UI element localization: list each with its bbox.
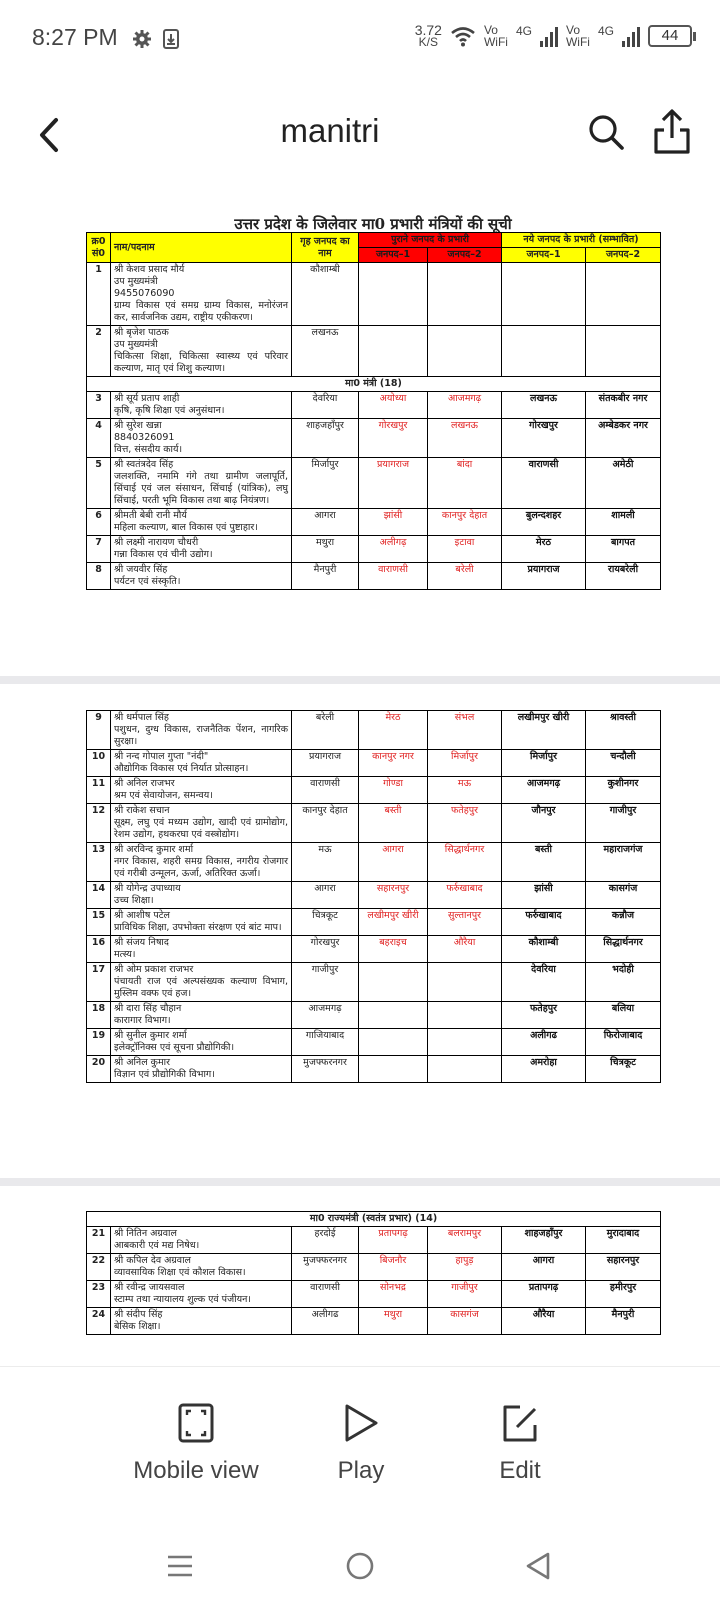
new-district-1: आगरा (502, 1254, 586, 1281)
table-row (87, 750, 661, 777)
new-district-1 (502, 263, 586, 326)
minister-portfolio: आबकारी एवं मद्य निषेध। (114, 1240, 200, 1251)
row-number: 24 (87, 1308, 111, 1335)
table-row (87, 1056, 661, 1083)
minister-name: श्री आशीष पटेल (114, 910, 170, 921)
minister-portfolio: पर्यटन एवं संस्कृति। (114, 576, 181, 587)
old-district-2: फतेहपुर (428, 804, 502, 843)
old-district-2: आजमगढ़ (428, 392, 502, 419)
minister-name: श्री नितिन अग्रवाल (114, 1228, 177, 1239)
home-district: वाराणसी (292, 1281, 359, 1308)
new-district-1: फर्रुखाबाद (502, 909, 586, 936)
minister-cell (111, 536, 292, 563)
old-district-2: हापुड़ (428, 1254, 502, 1281)
ministers-table-page-1 (86, 232, 661, 590)
minister-portfolio: उप मुख्यमंत्री चिकित्सा शिक्षा, चिकित्सा स्वास्थ्य एवं परिवार कल्याण, मातृ एवं शिशु कल्याण। (114, 339, 288, 374)
row-number: 2 (87, 326, 111, 377)
minister-portfolio: मत्स्य। (114, 949, 136, 960)
system-nav-bar (0, 1530, 720, 1612)
table-row (87, 963, 661, 1002)
minister-cell (111, 326, 292, 377)
new-district-2: संतकबीर नगर (586, 392, 661, 419)
minister-portfolio: कृषि, कृषि शिक्षा एवं अनुसंधान। (114, 405, 225, 416)
old-district-2: मऊ (428, 777, 502, 804)
minister-portfolio: उप मुख्यमंत्री 9455076090 ग्राम्य विकास एवं समग्र ग्राम्य विकास, मनोरंजन कर, सार्वजनिक उद्यम, राष्ट्रीय एकीकरण। (114, 276, 288, 323)
minister-cell (111, 1029, 292, 1056)
minister-portfolio: प्राविधिक शिक्षा, उपभोक्ता संरक्षण एवं बांट माप। (114, 922, 282, 933)
new-district-2: बलिया (586, 1002, 661, 1029)
minister-name: श्री ओम प्रकाश राजभर (114, 964, 194, 975)
new-district-2: मैनपुरी (586, 1308, 661, 1335)
signal-icon-2 (622, 25, 640, 47)
home-district: मथुरा (292, 536, 359, 563)
minister-portfolio: 8840326091 वित्त, संसदीय कार्य। (114, 432, 183, 455)
ministers-table-page-2 (86, 710, 661, 1083)
new-district-1: मेरठ (502, 536, 586, 563)
row-number: 4 (87, 419, 111, 458)
old-district-2: मिर्जापुर (428, 750, 502, 777)
row-number: 14 (87, 882, 111, 909)
wifi-icon (450, 25, 476, 47)
home-district: गाजियाबाद (292, 1029, 359, 1056)
minister-cell (111, 263, 292, 326)
old-district-2: बलरामपुर (428, 1227, 502, 1254)
row-number: 19 (87, 1029, 111, 1056)
old-district-1: अयोध्या (359, 392, 428, 419)
minister-portfolio: व्यावसायिक शिक्षा एवं कौशल विकास। (114, 1267, 246, 1278)
new-district-1: बुलन्दशहर (502, 509, 586, 536)
old-district-1: बस्ती (359, 804, 428, 843)
edit-icon (502, 1403, 538, 1443)
signal-icon-1 (540, 25, 558, 47)
new-district-2: कन्नौज (586, 909, 661, 936)
battery-level: 44 (648, 25, 692, 47)
old-district-1: लखीमपुर खीरी (359, 909, 428, 936)
minister-cell (111, 1281, 292, 1308)
minister-name: श्री सुनील कुमार शर्मा (114, 1030, 187, 1041)
bottom-action-bar (0, 1366, 720, 1516)
row-number: 22 (87, 1254, 111, 1281)
old-district-1: प्रतापगढ़ (359, 1227, 428, 1254)
old-district-1: बिजनौर (359, 1254, 428, 1281)
header-home-district: गृह जनपद का नाम (292, 233, 359, 263)
home-district: मिर्जापुर (292, 458, 359, 509)
new-district-2: कुशीनगर (586, 777, 661, 804)
minister-name: श्री अरविन्द कुमार शर्मा (114, 844, 194, 855)
new-district-1: जौनपुर (502, 804, 586, 843)
status-time: 8:27 PM (32, 24, 118, 50)
minister-portfolio: उच्च शिक्षा। (114, 895, 154, 906)
page-separator (0, 1178, 720, 1186)
new-district-1: प्रयागराज (502, 563, 586, 590)
ministers-table-page-3 (86, 1211, 661, 1335)
minister-cell (111, 711, 292, 750)
row-number: 20 (87, 1056, 111, 1083)
row-number: 12 (87, 804, 111, 843)
fullscreen-icon (178, 1403, 214, 1443)
document-viewer[interactable] (0, 200, 720, 1366)
new-district-2: गाजीपुर (586, 804, 661, 843)
table-row (87, 711, 661, 750)
minister-cell (111, 804, 292, 843)
row-number: 8 (87, 563, 111, 590)
home-district: प्रयागराज (292, 750, 359, 777)
minister-cell (111, 392, 292, 419)
app-bar (0, 90, 720, 180)
minister-cell (111, 1002, 292, 1029)
home-district: चित्रकूट (292, 909, 359, 936)
table-row (87, 419, 661, 458)
row-number: 15 (87, 909, 111, 936)
minister-portfolio: महिला कल्याण, बाल विकास एवं पुष्टाहार। (114, 522, 258, 533)
home-district: शाहजहाँपुर (292, 419, 359, 458)
row-number: 7 (87, 536, 111, 563)
header-old-2: जनपद–2 (428, 248, 502, 263)
home-district: लखनऊ (292, 326, 359, 377)
home-district: मुजफ्फरनगर (292, 1254, 359, 1281)
old-district-2 (428, 326, 502, 377)
minister-name: श्री बृजेश पाठक (114, 327, 169, 338)
row-number: 9 (87, 711, 111, 750)
old-district-2: फर्रुखाबाद (428, 882, 502, 909)
minister-name: श्री अनिल कुमार (114, 1057, 170, 1068)
old-district-1: वाराणसी (359, 563, 428, 590)
share-icon[interactable] (652, 108, 692, 154)
minister-cell (111, 1056, 292, 1083)
old-district-2: बांदा (428, 458, 502, 509)
minister-portfolio: औद्योगिक विकास एवं निर्यात प्रोत्साहन। (114, 763, 249, 774)
minister-portfolio: विज्ञान एवं प्रौद्योगिकी विभाग। (114, 1069, 215, 1080)
header-new-1: जनपद–1 (502, 248, 586, 263)
minister-name: श्री राकेश सचान (114, 805, 170, 816)
new-district-2: अम्बेडकर नगर (586, 419, 661, 458)
table-row (87, 909, 661, 936)
row-number: 1 (87, 263, 111, 326)
minister-cell (111, 509, 292, 536)
new-district-1: कौशाम्बी (502, 936, 586, 963)
back-nav-icon[interactable] (522, 1550, 554, 1582)
minister-cell (111, 750, 292, 777)
home-district: मऊ (292, 843, 359, 882)
minister-cell (111, 1227, 292, 1254)
minister-cell (111, 563, 292, 590)
new-district-1: लखनऊ (502, 392, 586, 419)
new-district-1: देवरिया (502, 963, 586, 1002)
old-district-1: मेरठ (359, 711, 428, 750)
edit-label: Edit (499, 1457, 541, 1484)
new-district-1: आजमगढ़ (502, 777, 586, 804)
minister-name: श्री नन्द गोपाल गुप्ता "नंदी" (114, 751, 209, 762)
old-district-2: औरैया (428, 936, 502, 963)
home-district: आगरा (292, 509, 359, 536)
new-district-1: मिर्जापुर (502, 750, 586, 777)
table-row (87, 1254, 661, 1281)
old-district-1: मथुरा (359, 1308, 428, 1335)
table-row (87, 936, 661, 963)
header-name: नाम/पदनाम (111, 233, 292, 263)
home-district: आजमगढ़ (292, 1002, 359, 1029)
old-district-1: कानपुर नगर (359, 750, 428, 777)
old-district-2: कानपुर देहात (428, 509, 502, 536)
minister-name: श्री रवीन्द्र जायसवाल (114, 1282, 185, 1293)
new-district-1: वाराणसी (502, 458, 586, 509)
minister-portfolio: स्टाम्प तथा न्यायालय शुल्क एवं पंजीयन। (114, 1294, 251, 1305)
old-district-1: बहराइच (359, 936, 428, 963)
home-icon[interactable] (344, 1550, 376, 1582)
table-row (87, 777, 661, 804)
new-district-1: अलीगढ (502, 1029, 586, 1056)
table-row (87, 1281, 661, 1308)
header-old-districts: पुराने जनपद के प्रभारी (359, 233, 502, 248)
row-number: 17 (87, 963, 111, 1002)
old-district-2: गाजीपुर (428, 1281, 502, 1308)
old-district-2 (428, 1002, 502, 1029)
old-district-2: सिद्धार्थनगर (428, 843, 502, 882)
minister-portfolio: श्रम एवं सेवायोजन, समन्वय। (114, 790, 213, 801)
vowifi-label-1: Vo WiFi (483, 23, 508, 49)
minister-portfolio: पंचायती राज एवं अल्पसंख्यक कल्याण विभाग, मुस्लिम वक्फ एवं हज। (114, 976, 288, 999)
table-row (87, 882, 661, 909)
table-row (87, 458, 661, 509)
mobile-view-button[interactable] (128, 1403, 264, 1485)
page-separator (0, 676, 720, 684)
minister-name: श्री जयवीर सिंह (114, 564, 168, 575)
new-district-1: झांसी (502, 882, 586, 909)
new-district-2: शामली (586, 509, 661, 536)
new-district-2: चन्दौली (586, 750, 661, 777)
row-number: 11 (87, 777, 111, 804)
old-district-2 (428, 1056, 502, 1083)
home-district: मुजफ्फरनगर (292, 1056, 359, 1083)
old-district-1: गोरखपुर (359, 419, 428, 458)
table-row (87, 1227, 661, 1254)
minister-cell (111, 843, 292, 882)
mobile-view-label: Mobile view (133, 1457, 259, 1484)
minister-name: श्री केशव प्रसाद मौर्य (114, 264, 185, 275)
minister-portfolio: पशुधन, दुग्ध विकास, राजनैतिक पेंशन, नागरिक सुरक्षा। (114, 724, 288, 747)
new-district-1: गोरखपुर (502, 419, 586, 458)
new-district-1: फतेहपुर (502, 1002, 586, 1029)
new-district-2: सहारनपुर (586, 1254, 661, 1281)
new-district-1: अमरोहा (502, 1056, 586, 1083)
new-district-1: औरैया (502, 1308, 586, 1335)
old-district-2: सुल्तानपुर (428, 909, 502, 936)
menu-icon[interactable] (164, 1550, 196, 1582)
play-icon (343, 1403, 379, 1443)
gear-icon (132, 29, 152, 49)
old-district-1: अलीगढ़ (359, 536, 428, 563)
play-label: Play (337, 1457, 385, 1484)
table-row (87, 326, 661, 377)
header-sno: क्र0 सं0 (87, 233, 111, 263)
home-district: हरदोई (292, 1227, 359, 1254)
minister-name: श्रीमती बेबी रानी मौर्य (114, 510, 187, 521)
old-district-1: आगरा (359, 843, 428, 882)
edit-button[interactable] (480, 1403, 560, 1485)
old-district-2: संभल (428, 711, 502, 750)
table-row (87, 804, 661, 843)
page-title: उत्तर प्रदेश के जिलेवार मा0 प्रभारी मंत्रियों की सूची (234, 215, 512, 233)
new-district-1: शाहजहाँपुर (502, 1227, 586, 1254)
minister-cell (111, 909, 292, 936)
home-district: देवरिया (292, 392, 359, 419)
minister-name: श्री संदीप सिंह (114, 1309, 163, 1320)
minister-cell (111, 419, 292, 458)
table-row (87, 1308, 661, 1335)
minister-name: श्री सुरेश खन्ना (114, 420, 162, 431)
home-district: बरेली (292, 711, 359, 750)
network-speed: 3.72 K/S (414, 22, 442, 49)
old-district-1: प्रयागराज (359, 458, 428, 509)
home-district: कौशाम्बी (292, 263, 359, 326)
new-district-2: रायबरेली (586, 563, 661, 590)
minister-portfolio: गन्ना विकास एवं चीनी उद्योग। (114, 549, 213, 560)
new-district-1 (502, 326, 586, 377)
minister-name: श्री संजय निषाद (114, 937, 169, 948)
minister-portfolio: नगर विकास, शहरी समग्र विकास, नगरीय रोजगार एवं गरीबी उन्मूलन, ऊर्जा, अतिरिक्त ऊर्जा। (114, 856, 288, 879)
document-title: manitri (280, 112, 380, 149)
minister-name: श्री स्वतंत्रदेव सिंह (114, 459, 174, 470)
home-district: मैनपुरी (292, 563, 359, 590)
minister-cell (111, 777, 292, 804)
minister-portfolio: सूक्ष्म, लघु एवं मध्यम उद्योग, खादी एवं ग्रामोद्योग, रेशम उद्योग, हथकरघा एवं वस्त्रोद्योग। (114, 817, 288, 840)
old-district-2 (428, 263, 502, 326)
minister-name: श्री धर्मपाल सिंह (114, 712, 169, 723)
minister-name: श्री दारा सिंह चौहान (114, 1003, 182, 1014)
old-district-2 (428, 1029, 502, 1056)
old-district-2 (428, 963, 502, 1002)
row-number: 13 (87, 843, 111, 882)
minister-portfolio: इलेक्ट्रॉनिक्स एवं सूचना प्रौद्योगिकी। (114, 1042, 235, 1053)
old-district-2: लखनऊ (428, 419, 502, 458)
home-district: कानपुर देहात (292, 804, 359, 843)
row-number: 5 (87, 458, 111, 509)
new-district-2: कासगंज (586, 882, 661, 909)
minister-cell (111, 458, 292, 509)
old-district-1: झांसी (359, 509, 428, 536)
new-district-1: बस्ती (502, 843, 586, 882)
table-row (87, 1029, 661, 1056)
table-row (87, 1002, 661, 1029)
old-district-1 (359, 1002, 428, 1029)
section-heading-state-ministers: मा0 राज्यमंत्री (स्वतंत्र प्रभार) (14) (87, 1212, 661, 1227)
new-district-2 (586, 263, 661, 326)
table-row (87, 263, 661, 326)
table-row (87, 843, 661, 882)
old-district-1: सोनभद्र (359, 1281, 428, 1308)
minister-portfolio: जलशक्ति, नमामि गंगे तथा ग्रामीण जलापूर्ति, सिंचाई एवं जल संसाधन, सिंचाई (यांत्रिक), लघु सिंचाई, परती भूमि विकास तथा बाढ़ नियंत्रण। (114, 471, 288, 506)
row-number: 10 (87, 750, 111, 777)
new-district-1: लखीमपुर खीरी (502, 711, 586, 750)
minister-name: श्री सूर्य प्रताप शाही (114, 393, 180, 404)
table-row (87, 536, 661, 563)
home-district: आगरा (292, 882, 359, 909)
minister-name: श्री लक्ष्मी नारायण चौधरी (114, 537, 199, 548)
header-new-districts: नये जनपद के प्रभारी (सम्भावित) (502, 233, 661, 248)
minister-portfolio: बेसिक शिक्षा। (114, 1321, 161, 1332)
old-district-2: इटावा (428, 536, 502, 563)
new-district-2 (586, 326, 661, 377)
row-number: 16 (87, 936, 111, 963)
old-district-1 (359, 263, 428, 326)
row-number: 23 (87, 1281, 111, 1308)
old-district-1 (359, 1056, 428, 1083)
table-row (87, 563, 661, 590)
battery-icon (648, 25, 696, 47)
header-new-2: जनपद–2 (586, 248, 661, 263)
home-district: गोरखपुर (292, 936, 359, 963)
row-number: 6 (87, 509, 111, 536)
old-district-1 (359, 1029, 428, 1056)
search-icon[interactable] (586, 112, 626, 152)
minister-name: श्री कपिल देव अग्रवाल (114, 1255, 191, 1266)
old-district-1 (359, 326, 428, 377)
download-notification-icon (162, 28, 180, 50)
old-district-1: गोण्डा (359, 777, 428, 804)
table-row (87, 509, 661, 536)
play-button[interactable] (326, 1403, 396, 1485)
section-heading-ministers: मा0 मंत्री (18) (87, 377, 661, 392)
new-district-2: हमीरपुर (586, 1281, 661, 1308)
minister-name: श्री योगेन्द्र उपाध्याय (114, 883, 181, 894)
home-district: अलीगढ (292, 1308, 359, 1335)
vowifi-label-2: Vo WiFi (565, 23, 590, 49)
new-district-2: चित्रकूट (586, 1056, 661, 1083)
header-old-1: जनपद–1 (359, 248, 428, 263)
new-district-2: फिरोजाबाद (586, 1029, 661, 1056)
old-district-1 (359, 963, 428, 1002)
network-type-1: 4G (515, 24, 532, 38)
home-district: वाराणसी (292, 777, 359, 804)
old-district-2: कासगंज (428, 1308, 502, 1335)
new-district-2: अमेठी (586, 458, 661, 509)
new-district-2: मुरादाबाद (586, 1227, 661, 1254)
old-district-1: सहारनपुर (359, 882, 428, 909)
minister-name: श्री अनिल राजभर (114, 778, 175, 789)
new-district-2: बागपत (586, 536, 661, 563)
new-district-2: भदोही (586, 963, 661, 1002)
row-number: 18 (87, 1002, 111, 1029)
old-district-2: बरेली (428, 563, 502, 590)
network-type-2: 4G (597, 24, 614, 38)
home-district: गाजीपुर (292, 963, 359, 1002)
minister-cell (111, 1308, 292, 1335)
new-district-2: महाराजगंज (586, 843, 661, 882)
new-district-2: सिद्धार्थनगर (586, 936, 661, 963)
minister-cell (111, 963, 292, 1002)
new-district-2: श्रावस्ती (586, 711, 661, 750)
minister-cell (111, 882, 292, 909)
table-row (87, 392, 661, 419)
status-bar (0, 0, 720, 80)
minister-portfolio: कारागार विभाग। (114, 1015, 171, 1026)
row-number: 21 (87, 1227, 111, 1254)
new-district-1: प्रतापगढ़ (502, 1281, 586, 1308)
minister-cell (111, 936, 292, 963)
minister-cell (111, 1254, 292, 1281)
row-number: 3 (87, 392, 111, 419)
